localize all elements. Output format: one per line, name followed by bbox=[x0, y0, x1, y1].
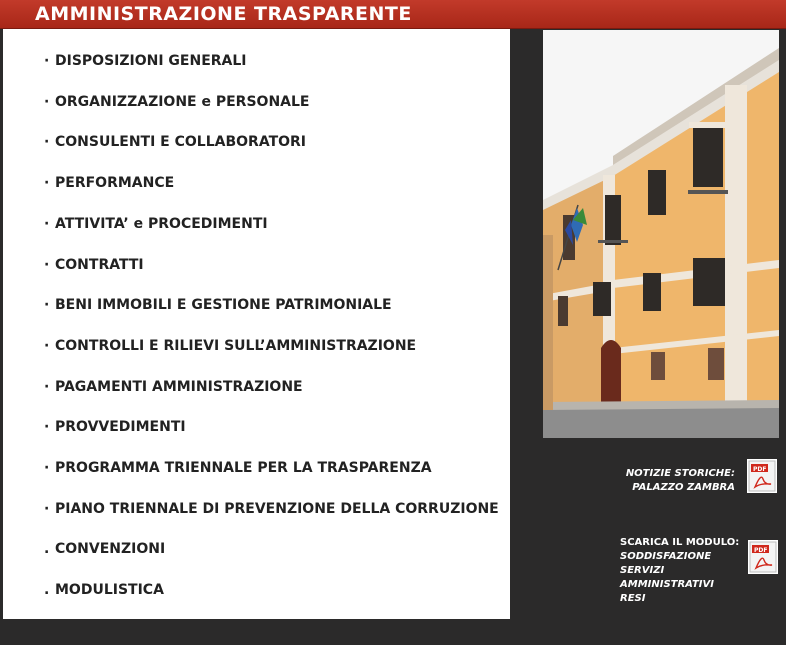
menu-bullet: · bbox=[44, 378, 50, 395]
menu-item[interactable] bbox=[44, 257, 144, 273]
menu-item[interactable] bbox=[44, 216, 268, 232]
menu-item-label: CONVENZIONI bbox=[55, 541, 166, 558]
menu-item-label: BENI IMMOBILI E GESTIONE PATRIMONIALE bbox=[55, 297, 392, 314]
pdf-icon[interactable] bbox=[747, 459, 777, 493]
menu-item-label: DISPOSIZIONI GENERALI bbox=[55, 53, 247, 69]
pdf-icon[interactable] bbox=[748, 540, 778, 574]
menu-panel bbox=[3, 29, 510, 619]
menu-item-label: ORGANIZZAZIONE e PERSONALE bbox=[55, 93, 310, 110]
menu-item[interactable] bbox=[44, 94, 309, 110]
download-module-link[interactable] bbox=[600, 536, 740, 606]
menu-item-label: PIANO TRIENNALE DI PREVENZIONE DELLA CORRUZIONE bbox=[55, 500, 499, 517]
menu-item[interactable] bbox=[44, 175, 174, 191]
menu-item[interactable] bbox=[44, 501, 499, 517]
header-bar bbox=[0, 0, 786, 29]
menu-item[interactable] bbox=[44, 338, 416, 354]
menu-item[interactable] bbox=[44, 379, 303, 395]
historical-notes-link[interactable] bbox=[600, 467, 735, 495]
svg-text:PDF: PDF bbox=[754, 547, 768, 554]
menu-item[interactable] bbox=[44, 134, 306, 150]
menu-item[interactable] bbox=[44, 541, 165, 557]
svg-text:PDF: PDF bbox=[753, 466, 767, 473]
menu-item-label: MODULISTICA bbox=[55, 582, 164, 599]
menu-item[interactable] bbox=[44, 419, 186, 435]
menu-item-label: PERFORMANCE bbox=[55, 175, 175, 192]
historical-notes-line2: PALAZZO ZAMBRA bbox=[632, 482, 735, 493]
menu-bullet: . bbox=[44, 541, 50, 558]
menu-bullet: · bbox=[44, 297, 50, 314]
menu-bullet: · bbox=[44, 93, 50, 110]
menu-bullet: . bbox=[44, 582, 50, 599]
menu-item-label: CONSULENTI E COLLABORATORI bbox=[55, 134, 307, 151]
menu-bullet: · bbox=[44, 134, 50, 151]
menu-bullet: · bbox=[44, 419, 50, 436]
menu-item-label: PAGAMENTI AMMINISTRAZIONE bbox=[55, 378, 303, 395]
menu-bullet: · bbox=[44, 175, 50, 192]
menu-item-label: PROVVEDIMENTI bbox=[55, 419, 186, 436]
menu-bullet: · bbox=[44, 500, 50, 517]
menu-item[interactable] bbox=[44, 297, 392, 313]
download-module-line3: AMMINISTRATIVI RESI bbox=[620, 579, 714, 604]
menu-item-label: PROGRAMMA TRIENNALE PER LA TRASPARENZA bbox=[55, 460, 432, 476]
menu-item-label: ATTIVITA’ e PROCEDIMENTI bbox=[55, 215, 268, 232]
menu-item[interactable] bbox=[44, 53, 247, 69]
historical-notes-line1: NOTIZIE STORICHE: bbox=[625, 468, 735, 479]
menu-bullet: · bbox=[44, 215, 50, 232]
menu-item-label: CONTRATTI bbox=[55, 256, 144, 273]
download-module-line2: SODDISFAZIONE SERVIZI bbox=[620, 551, 712, 576]
menu-item[interactable] bbox=[44, 582, 164, 598]
menu-item[interactable] bbox=[44, 460, 432, 476]
menu-bullet: · bbox=[44, 337, 50, 354]
menu-item-label: CONTROLLI E RILIEVI SULL’AMMINISTRAZIONE bbox=[55, 337, 417, 354]
download-module-line1: SCARICA IL MODULO: bbox=[620, 537, 740, 548]
building-photo bbox=[543, 30, 779, 438]
menu-bullet: · bbox=[44, 460, 50, 476]
menu-bullet: · bbox=[44, 53, 50, 69]
page-title: AMMINISTRAZIONE TRASPARENTE bbox=[35, 3, 412, 25]
menu-bullet: · bbox=[44, 256, 50, 273]
